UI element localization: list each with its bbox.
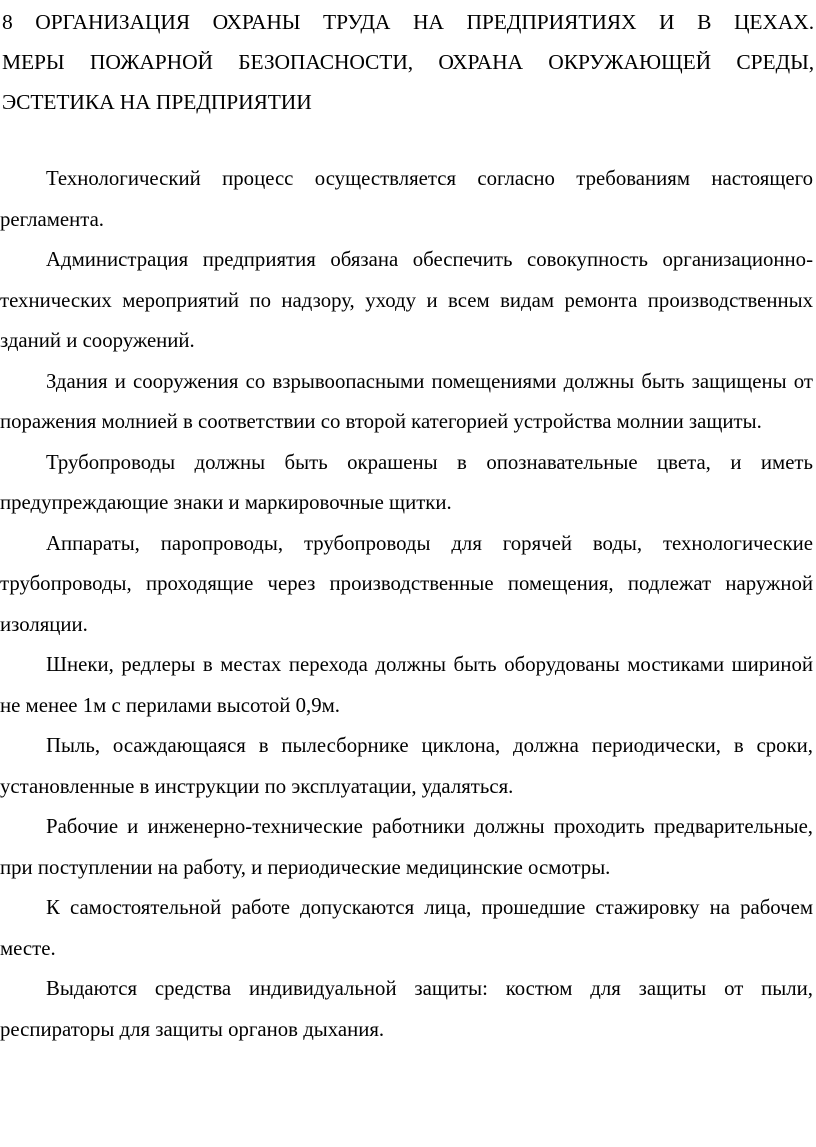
- paragraph-pipeline-marking: Трубопроводы должны быть окрашены в опознавательные цвета, и иметь предупреждающие знаки и маркировочные щитки.: [0, 450, 813, 514]
- paragraph-administration: Администрация предприятия обязана обеспечить совокупность организационно-технических мероприятий по надзору, уходу и всем видам ремонта производственных зданий и сооружений.: [0, 248, 813, 352]
- paragraph-protective-equipment: Выдаются средства индивидуальной защиты: костюм для защиты от пыли, респираторы для защиты органов дыхания.: [0, 977, 813, 1041]
- heading-line-1: 8 ОРГАНИЗАЦИЯ ОХРАНЫ ТРУДА НА ПРЕДПРИЯТИЯХ И В ЦЕХАХ.: [2, 10, 814, 34]
- section-heading: [2, 2, 814, 122]
- paragraph-insulation: Аппараты, паропроводы, трубопроводы для горячей воды, технологические трубопроводы, проходящие через производственные помещения, подлежат наружной изоляции.: [0, 531, 813, 636]
- paragraph-bridges: Шнеки, редлеры в местах перехода должны быть оборудованы мостиками шириной не менее 1м с перилами высотой 0,9м.: [0, 653, 813, 717]
- paragraph-dust-removal: Пыль, осаждающаяся в пылесборнике циклона, должна периодически, в сроки, установленные в инструкции по эксплуатации, удаляться.: [0, 734, 813, 798]
- heading-line-3: ЭСТЕТИКА НА ПРЕДПРИЯТИИ: [2, 90, 312, 114]
- paragraph-process: Технологический процесс осуществляется согласно требованиям настоящего регламента.: [0, 167, 813, 231]
- section-body: [0, 159, 813, 1050]
- heading-line-2: МЕРЫ ПОЖАРНОЙ БЕЗОПАСНОСТИ, ОХРАНА ОКРУЖАЮЩЕЙ СРЕДЫ,: [2, 50, 814, 74]
- paragraph-medical-checks: Рабочие и инженерно-технические работники должны проходить предварительные, при поступлении на работу, и периодические медицинские осмотры.: [0, 815, 813, 879]
- paragraph-lightning-protection: Здания и сооружения со взрывоопасными помещениями должны быть защищены от поражения молнией в соответствии со второй категорией устройства молнии защиты.: [0, 369, 813, 433]
- paragraph-internship: К самостоятельной работе допускаются лица, прошедшие стажировку на рабочем месте.: [0, 896, 813, 960]
